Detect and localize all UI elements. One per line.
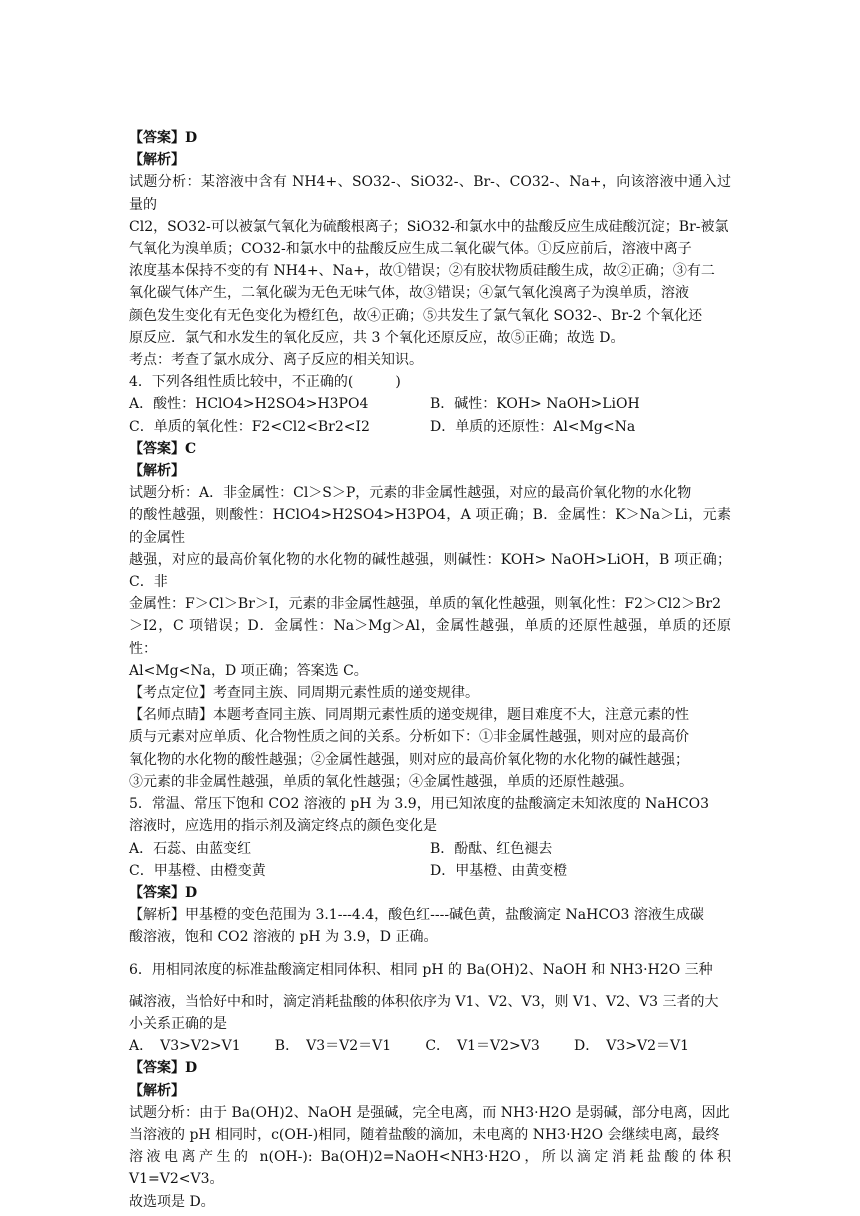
option-d: D．单质的还原性：Al<Mg<Na bbox=[430, 418, 636, 435]
option-b: B．酚酞、红色褪去 bbox=[430, 840, 553, 857]
answer-line: 【答案】C bbox=[129, 440, 197, 457]
teacher-comment: 【名师点睛】本题考查同主族、同周期元素性质的递变规律，题目难度不大，注意元素的性 bbox=[129, 707, 689, 724]
text-line: 小关系正确的是 bbox=[129, 1015, 227, 1032]
options-row bbox=[129, 838, 731, 860]
exam-point: 【考点定位】考查同主族、同周期元素性质的递变规律。 bbox=[129, 685, 479, 702]
text-line: 溶液电离产生的 n(OH-): Ba(OH)2=NaOH<NH3·H2O，所以滴定消耗盐酸的体积 V1=V2<V3。 bbox=[129, 1149, 731, 1188]
analysis-heading: 【解析】 bbox=[129, 1082, 185, 1099]
text-line: 酸溶液，饱和 CO2 溶液的 pH 为 3.9，D 正确。 bbox=[129, 929, 438, 946]
analysis-heading: 【解析】 bbox=[129, 152, 185, 169]
answer-line: 【答案】D bbox=[129, 884, 198, 901]
text-line: 碱溶液，当恰好中和时，滴定消耗盐酸的体积依序为 V1、V2、V3，则 V1、V2、V3 三者的大 bbox=[129, 993, 719, 1010]
options-row bbox=[129, 1035, 689, 1057]
answer-line: 【答案】D bbox=[129, 130, 198, 146]
question-5: 5．常温、常压下饱和 CO2 溶液的 pH 为 3.9，用已知浓度的盐酸滴定未知浓度的 NaHCO3 bbox=[129, 796, 710, 813]
options-row bbox=[129, 393, 731, 415]
text-line: 质与元素对应单质、化合物性质之间的关系。分析如下：①非金属性越强，则对应的最高价 bbox=[129, 729, 689, 746]
text-line: 的酸性越强，则酸性：HClO4>H2SO4>H3PO4，A 项正确；B．金属性：K＞Na＞Li，元素的金属性 bbox=[129, 507, 731, 546]
document-page bbox=[129, 127, 731, 1213]
text-line: 气氧化为溴单质；CO32-和氯水中的盐酸反应生成二氧化碳气体。①反应前后，溶液中离子 bbox=[129, 241, 692, 258]
text-line: 原反应．氯气和水发生的氧化反应，共 3 个氧化还原反应，故⑤正确；故选 D。 bbox=[129, 329, 625, 346]
option-c: C．单质的氧化性：F2<Cl2<Br2<I2 bbox=[129, 418, 370, 435]
option-d: D． V3>V2＝V1 bbox=[573, 1038, 689, 1055]
text-line: 浓度基本保持不变的有 NH4+、Na+，故①错误；②有胶状物质硅酸生成，故②正确；③有二 bbox=[129, 263, 715, 280]
text-line: 溶液时，应选用的指示剂及滴定终点的颜色变化是 bbox=[129, 818, 437, 835]
analysis-heading: 【解析】 bbox=[129, 463, 185, 480]
option-d: D．甲基橙、由黄变橙 bbox=[430, 862, 568, 879]
text-line: ＞I2，C 项错误；D．金属性：Na＞Mg＞Al，金属性越强，单质的还原性越强，单质的还原性： bbox=[129, 618, 731, 657]
text-line: 颜色发生变化有无色变化为橙红色，故④正确；⑤共发生了氯气氧化 SO32-、Br-2 个氧化还 bbox=[129, 307, 703, 324]
analysis-line: 【解析】甲基橙的变色范围为 3.1---4.4，酸色红----碱色黄，盐酸滴定 NaHCO3 溶液生成碳 bbox=[129, 907, 704, 924]
text-line: 氧化物的水化物的酸性越强；②金属性越强，则对应的最高价氧化物的水化物的碱性越强； bbox=[129, 751, 689, 768]
option-a: A．石蕊、由蓝变红 bbox=[129, 840, 252, 857]
text-line: 越强，对应的最高价氧化物的水化物的碱性越强，则碱性：KOH> NaOH>LiOH，B 项正确；C．非 bbox=[129, 551, 731, 591]
text-line: Al<Mg<Na，D 项正确；答案选 C。 bbox=[129, 662, 368, 679]
text-line: 金属性：F＞Cl＞Br＞I，元素的非金属性越强，单质的氧化性越强，则氧化性：F2＞Cl2＞Br2 bbox=[129, 596, 722, 613]
question-4: 4．下列各组性质比较中，不正确的( ) bbox=[129, 374, 401, 391]
knowledge-point: 考点：考查了氯水成分、离子反应的相关知识。 bbox=[129, 352, 423, 369]
question-6: 6．用相同浓度的标准盐酸滴定相同体积、相同 pH 的 Ba(OH)2、NaOH 和 NH3·H2O 三种 bbox=[129, 961, 713, 978]
text-line: 故选项是 D。 bbox=[129, 1193, 215, 1210]
text-line: 当溶液的 pH 相同时，c(OH-)相同，随着盐酸的滴加，未电离的 NH3·H2O 会继续电离，最终 bbox=[129, 1126, 720, 1143]
option-b: B． V3＝V2＝V1 bbox=[274, 1038, 392, 1055]
text-line: 试题分析：某溶液中含有 NH4+、SO32-、SiO32-、Br-、CO32-、Na+，向该溶液中通入过量的 bbox=[129, 174, 731, 213]
option-a: A． V3>V2>V1 bbox=[129, 1038, 241, 1055]
options-row bbox=[129, 416, 731, 438]
option-c: C． V1＝V2>V3 bbox=[425, 1038, 540, 1055]
option-a: A．酸性：HClO4>H2SO4>H3PO4 bbox=[129, 396, 369, 413]
text-line: 试题分析：A．非金属性：Cl＞S＞P，元素的非金属性越强，对应的最高价氧化物的水化物 bbox=[129, 485, 692, 502]
text-line: Cl2，SO32-可以被氯气氧化为硫酸根离子；SiO32-和氯水中的盐酸反应生成硅酸沉淀；Br-被氯 bbox=[129, 218, 729, 235]
answer-line: 【答案】D bbox=[129, 1060, 198, 1077]
option-b: B．碱性：KOH> NaOH>LiOH bbox=[430, 396, 640, 413]
option-c: C．甲基橙、由橙变黄 bbox=[129, 862, 266, 879]
text-line: 氧化碳气体产生，二氧化碳为无色无味气体，故③错误；④氯气氧化溴离子为溴单质，溶液 bbox=[129, 285, 689, 302]
text-line: ③元素的非金属性越强，单质的氧化性越强；④金属性越强，单质的还原性越强。 bbox=[129, 773, 633, 790]
options-row bbox=[129, 860, 731, 882]
text-line: 试题分析：由于 Ba(OH)2、NaOH 是强碱，完全电离，而 NH3·H2O 是弱碱，部分电离，因此 bbox=[129, 1104, 730, 1121]
